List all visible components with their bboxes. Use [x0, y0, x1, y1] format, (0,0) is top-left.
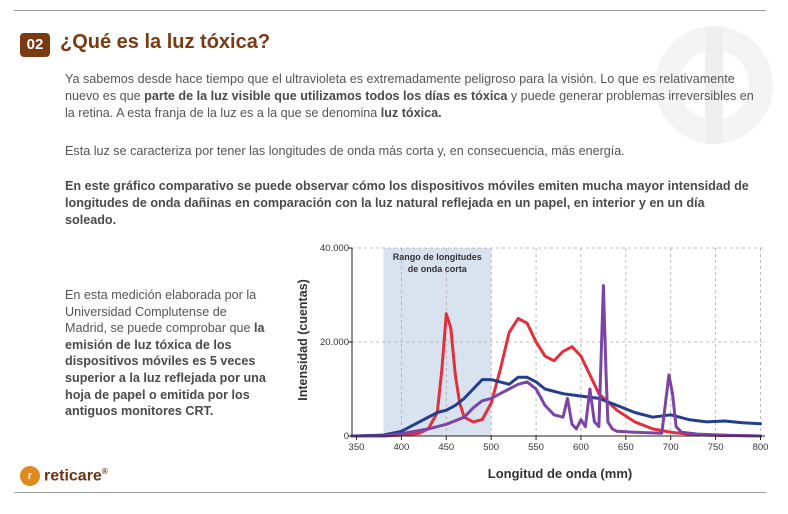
intro-text-1: Ya sabemos desde hace tiempo que el ultravioleta es extremadamente peligroso para la visión. Lo que es relativamente nuevo es que: [65, 72, 735, 103]
intro-paragraph: [65, 71, 755, 122]
study-note: [65, 287, 270, 420]
logo-mark-icon: r: [20, 466, 40, 486]
reticare-logo: [20, 466, 108, 486]
band-label-line1: Rango de longitudes: [392, 252, 482, 262]
y-tick-label: 20.000: [319, 337, 349, 348]
logo-registered: ®: [101, 466, 108, 476]
y-axis-label: Intensidad (cuentas): [296, 279, 310, 401]
x-tick-label: 650: [617, 442, 634, 453]
chart-intro-text: En este: [65, 179, 114, 193]
section-title: ¿Qué es la luz tóxica?: [60, 31, 271, 53]
study-note-highlight: la emisión de luz tóxica de los dispositivos móviles es 5 veces superior a la luz reflejada por una hoja de papel o emitida por los antiguos monitores CRT.: [65, 321, 266, 419]
chart-intro-highlight: gráfico comparativo se puede observar cómo los dispositivos móviles emiten mucha mayor intensidad de longitudes de onda dañinas en comparación con la luz natural reflejada en un papel, en interior y en un día soleado.: [65, 179, 749, 227]
y-axis-ticks: [320, 243, 352, 442]
spectrum-chart: [290, 238, 775, 486]
study-note-text: En esta medición elaborada por la Universidad Complutense de Madrid, se puede comprobar que: [65, 288, 257, 336]
x-tick-label: 450: [438, 442, 455, 453]
logo-name: reticare: [44, 467, 102, 485]
y-tick-label: 40.000: [319, 243, 349, 254]
intro-highlight-1: parte de la luz visible que utilizamos todos los días es tóxica: [144, 89, 508, 103]
x-tick-label: 500: [483, 442, 500, 453]
chart-intro-paragraph: [65, 178, 755, 229]
section-number-badge: 02: [20, 33, 50, 57]
x-tick-label: 550: [528, 442, 544, 453]
intro-text-2: y puede generar problemas irreversibles en la retina. A esta franja de la luz es a la que se denomina: [65, 89, 754, 120]
logo-wordmark: [44, 467, 108, 485]
x-axis-ticks: [349, 436, 769, 453]
x-tick-label: 400: [393, 442, 410, 453]
top-rule: [14, 10, 766, 11]
x-axis-label: Longitud de onda (mm): [487, 466, 633, 481]
x-tick-label: 750: [707, 442, 724, 453]
x-tick-label: 600: [573, 442, 589, 453]
intro-highlight-2: luz tóxica.: [380, 106, 442, 120]
x-tick-label: 700: [662, 442, 679, 453]
bottom-rule: [14, 492, 766, 493]
x-tick-label: 800: [752, 442, 769, 453]
band-label-line2: de onda corta: [407, 264, 467, 274]
x-tick-label: 350: [348, 442, 365, 453]
y-tick-label: 0: [343, 431, 349, 442]
energy-paragraph: Esta luz se caracteriza por tener las longitudes de onda más corta y, en consecuencia, más energía.: [65, 144, 625, 158]
